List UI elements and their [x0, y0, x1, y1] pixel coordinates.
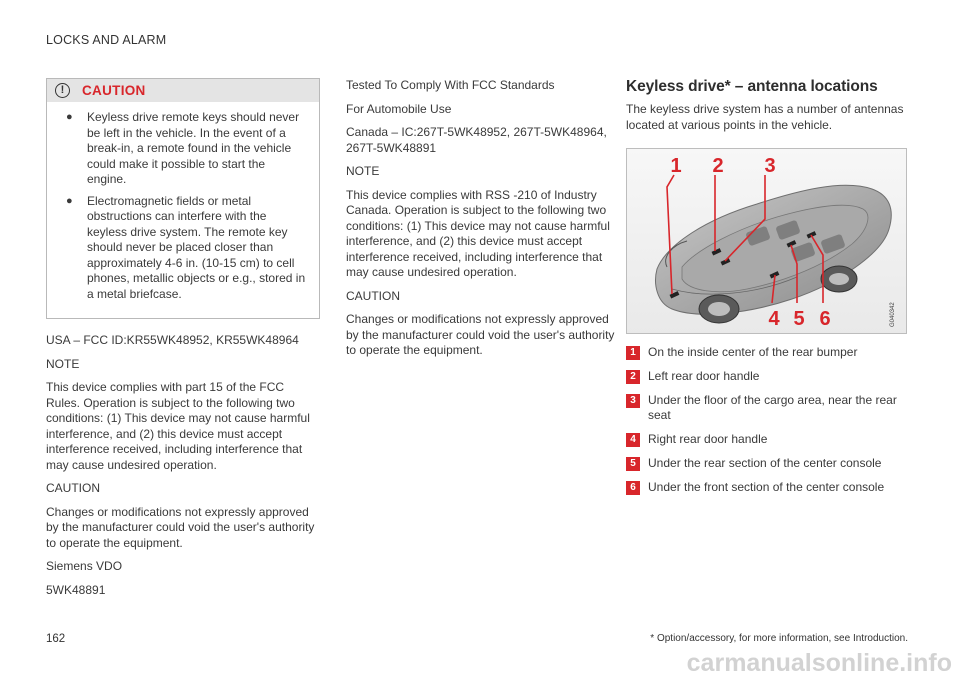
figure-code: G040342 — [890, 302, 896, 327]
paragraph: Tested To Comply With FCC Standards — [346, 78, 555, 92]
legend-text: Right rear door handle — [648, 432, 768, 446]
legend-item — [626, 369, 908, 384]
section-intro: The keyless drive system has a number of antennas located at various points in the vehicle. — [626, 102, 904, 132]
running-header: LOCKS AND ALARM — [46, 33, 167, 47]
callout-5: 5 — [793, 308, 805, 330]
paragraph: For Automobile Use — [346, 101, 452, 116]
caution-bullet — [61, 110, 307, 188]
callout-2: 2 — [712, 155, 724, 177]
paragraph: Siemens VDO — [46, 559, 123, 573]
callout-6: 6 — [819, 308, 831, 330]
car-illustration — [627, 149, 907, 334]
legend-number-badge: 3 — [626, 394, 640, 408]
caution-bullet — [61, 194, 307, 303]
callout-1: 1 — [670, 155, 682, 177]
legend-item — [626, 456, 908, 471]
legend-item — [626, 345, 908, 360]
paragraph: NOTE — [346, 164, 380, 178]
caution-body — [47, 102, 319, 318]
legend-text: On the inside center of the rear bumper — [648, 345, 858, 359]
exclamation-icon: ! — [55, 83, 70, 98]
caution-box — [46, 78, 320, 319]
paragraph: Canada – IC:267T-5WK48952, 267T-5WK48964, 267T-5WK48891 — [346, 125, 607, 155]
column-left — [46, 78, 320, 606]
legend-item — [626, 393, 908, 423]
legend-number-badge: 5 — [626, 457, 640, 471]
legend-number-badge: 6 — [626, 481, 640, 495]
antenna-legend — [626, 345, 908, 495]
column-right — [626, 78, 908, 504]
paragraph: USA – FCC ID:KR55WK48952, KR55WK48964 — [46, 333, 299, 347]
watermark: carmanualsonline.info — [686, 649, 952, 677]
paragraph: Changes or modifications not expressly approved by the manufacturer could void the user's authority to operate the equipment. — [346, 312, 615, 357]
legend-text: Left rear door handle — [648, 369, 760, 383]
caution-title: CAUTION — [82, 83, 146, 98]
legend-text: Under the rear section of the center console — [648, 456, 882, 470]
legend-item — [626, 480, 908, 495]
caution-bullet-text: Electromagnetic fields or metal obstructions can interfere with the keyless drive system. The remote key should never be placed closer than approximately 4-6 in. (10-15 cm) to cell phones, metallic objects or e.g., stored in a metal briefcase. — [87, 193, 306, 301]
bullet-dot-icon: ● — [66, 111, 73, 123]
legend-number-badge: 4 — [626, 433, 640, 447]
legend-text: Under the floor of the cargo area, near the rear seat — [648, 393, 897, 422]
paragraph: Changes or modifications not expressly approved by the manufacturer could void the user's authority to operate the equipment. — [46, 504, 315, 550]
legend-number-badge: 1 — [626, 346, 640, 360]
bullet-dot-icon: ● — [66, 194, 73, 207]
legend-number-badge: 2 — [626, 370, 640, 384]
paragraph: This device complies with part 15 of the FCC Rules. Operation is subject to the following two conditions: (1) This device may not cause harmful interference, and (2) this device must accept interference received, including interference that may cause undesired operation. — [46, 380, 310, 472]
legend-text: Under the front section of the center console — [648, 480, 885, 494]
column-middle — [346, 78, 616, 367]
paragraph: This device complies with RSS -210 of Industry Canada. Operation is subject to the following two conditions: (1) This device may not cause harmful interference, and (2) this device must accept interference received, including interference that may cause undesired operation. — [346, 187, 610, 279]
paragraph: CAUTION — [46, 481, 100, 495]
caution-header — [47, 79, 319, 102]
antenna-location-figure — [626, 148, 907, 334]
paragraph: CAUTION — [346, 288, 400, 303]
footnote: * Option/accessory, for more information, see Introduction. — [650, 633, 908, 644]
callout-4: 4 — [768, 308, 780, 330]
paragraph: NOTE — [46, 356, 80, 371]
legend-item — [626, 432, 908, 447]
fcc-usa-text — [46, 333, 320, 598]
paragraph: 5WK48891 — [46, 582, 106, 597]
section-title: Keyless drive* – antenna locations — [626, 78, 878, 95]
caution-bullet-text: Keyless drive remote keys should never be left in the vehicle. In the event of a break-in, a remote found in the vehicle could make it possible to start the engine. — [87, 110, 300, 186]
callout-3: 3 — [764, 155, 776, 177]
page-number: 162 — [46, 633, 66, 645]
